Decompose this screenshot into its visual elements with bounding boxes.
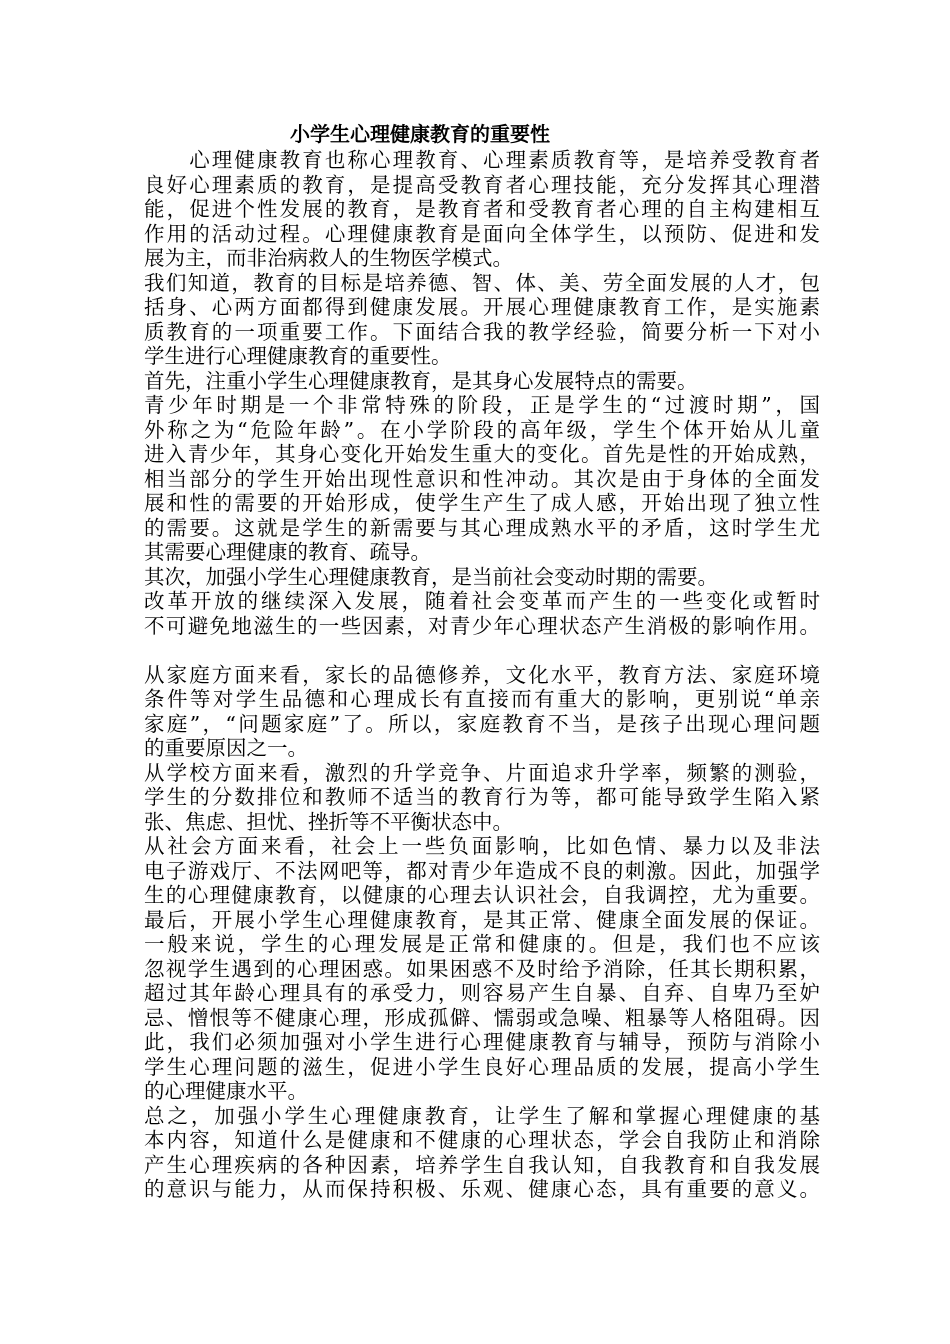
- text-line: 质教育的一项重要工作。下面结合我的教学经验，简要分析一下对小: [144, 319, 820, 344]
- text-line: 张、焦虑、担忧、挫折等不平衡状态中。: [144, 809, 513, 834]
- text-line: 相当部分的学生开始出现性意识和性冲动。其次是由于身体的全面发: [144, 466, 820, 491]
- text-line: 电子游戏厅、不法网吧等，都对青少年造成不良的刺激。因此，加强学: [144, 858, 820, 883]
- text-line: 此，我们必须加强对小学生进行心理健康教育与辅导，预防与消除小: [144, 1030, 820, 1054]
- document-body: [144, 148, 820, 1202]
- text-line: 不可避免地滋生的一些因素，对青少年心理状态产生消极的影响作用。: [144, 613, 820, 638]
- text-line: 进入青少年，其身心变化开始发生重大的变化。首先是性的开始成熟，: [144, 442, 820, 466]
- text-line: 括身、心两方面都得到健康发展。开展心理健康教育工作，是实施素: [144, 295, 820, 319]
- text-line: 能，促进个性发展的教育，是教育者和受教育者心理的自主构建相互: [144, 197, 820, 221]
- text-line: 我们知道，教育的目标是培养德、智、体、美、劳全面发展的人才，包: [144, 270, 820, 295]
- text-line: 最后，开展小学生心理健康教育，是其正常、健康全面发展的保证。: [144, 907, 820, 932]
- text-line: 青少年时期是一个非常特殊的阶段，正是学生的“过渡时期”，国: [144, 393, 820, 417]
- document-title: 小学生心理健康教育的重要性: [290, 122, 550, 146]
- text-line: 改革开放的继续深入发展，随着社会变革而产生的一些变化或暂时: [144, 589, 820, 613]
- text-line: 其次，加强小学生心理健康教育，是当前社会变动时期的需要。: [144, 564, 718, 589]
- text-line: 展和性的需要的开始形成，使学生产生了成人感，开始出现了独立性: [144, 491, 820, 515]
- text-line: 一般来说，学生的心理发展是正常和健康的。但是，我们也不应该: [144, 932, 820, 956]
- text-line: 超过其年龄心理具有的承受力，则容易产生自暴、自弃、自卑乃至妒: [144, 981, 820, 1005]
- text-line: 其需要心理健康的教育、疏导。: [144, 540, 431, 564]
- text-line: 总之，加强小学生心理健康教育，让学生了解和掌握心理健康的基: [144, 1103, 820, 1128]
- text-line: 家庭”，“问题家庭”了。所以，家庭教育不当，是孩子出现心理问题: [144, 711, 820, 736]
- text-line: 学生进行心理健康教育的重要性。: [144, 344, 452, 368]
- text-line: 的心理健康水平。: [144, 1079, 308, 1103]
- text-line: 的需要。这就是学生的新需要与其心理成熟水平的矛盾，这时学生尤: [144, 515, 820, 540]
- text-line: 从学校方面来看，激烈的升学竞争、片面追求升学率，频繁的测验，: [144, 760, 820, 785]
- text-line: 作用的活动过程。心理健康教育是面向全体学生，以预防、促进和发: [144, 221, 820, 246]
- text-line: 忌、憎恨等不健康心理，形成孤僻、懦弱或急噪、粗暴等人格阻碍。因: [144, 1005, 820, 1030]
- text-line: 展为主，而非治病救人的生物医学模式。: [144, 246, 513, 270]
- text-line: 学生的分数排位和教师不适当的教育行为等，都可能导致学生陷入紧: [144, 785, 820, 809]
- text-line: 心理健康教育也称心理教育、心理素质教育等，是培养受教育者: [144, 148, 820, 172]
- text-line: 良好心理素质的教育，是提高受教育者心理技能，充分发挥其心理潜: [144, 172, 820, 197]
- text-line: 外称之为“危险年龄”。在小学阶段的高年级，学生个体开始从儿童: [144, 417, 820, 442]
- text-line: 首先，注重小学生心理健康教育，是其身心发展特点的需要。: [144, 368, 698, 393]
- text-line: 条件等对学生品德和心理成长有直接而有重大的影响，更别说“单亲: [144, 687, 820, 711]
- text-line: 学生心理问题的滋生，促进小学生良好心理品质的发展，提高小学生: [144, 1054, 820, 1079]
- blank-line: [144, 638, 820, 663]
- text-line: 的重要原因之一。: [144, 736, 308, 760]
- text-line: 产生心理疾病的各种因素，培养学生自我认知，自我教育和自我发展: [144, 1152, 820, 1177]
- text-line: 从社会方面来看，社会上一些负面影响，比如色情、暴力以及非法: [144, 834, 820, 858]
- document-page: [144, 120, 820, 1202]
- text-line: 的意识与能力，从而保持积极、乐观、健康心态，具有重要的意义。: [144, 1177, 820, 1201]
- text-line: 本内容，知道什么是健康和不健康的心理状态，学会自我防止和消除: [144, 1128, 820, 1152]
- text-line: 从家庭方面来看，家长的品德修养，文化水平，教育方法、家庭环境: [144, 662, 820, 687]
- text-line: 忽视学生遇到的心理困惑。如果困惑不及时给予消除，任其长期积累，: [144, 956, 820, 981]
- text-line: 生的心理健康教育，以健康的心理去认识社会，自我调控，尤为重要。: [144, 883, 820, 907]
